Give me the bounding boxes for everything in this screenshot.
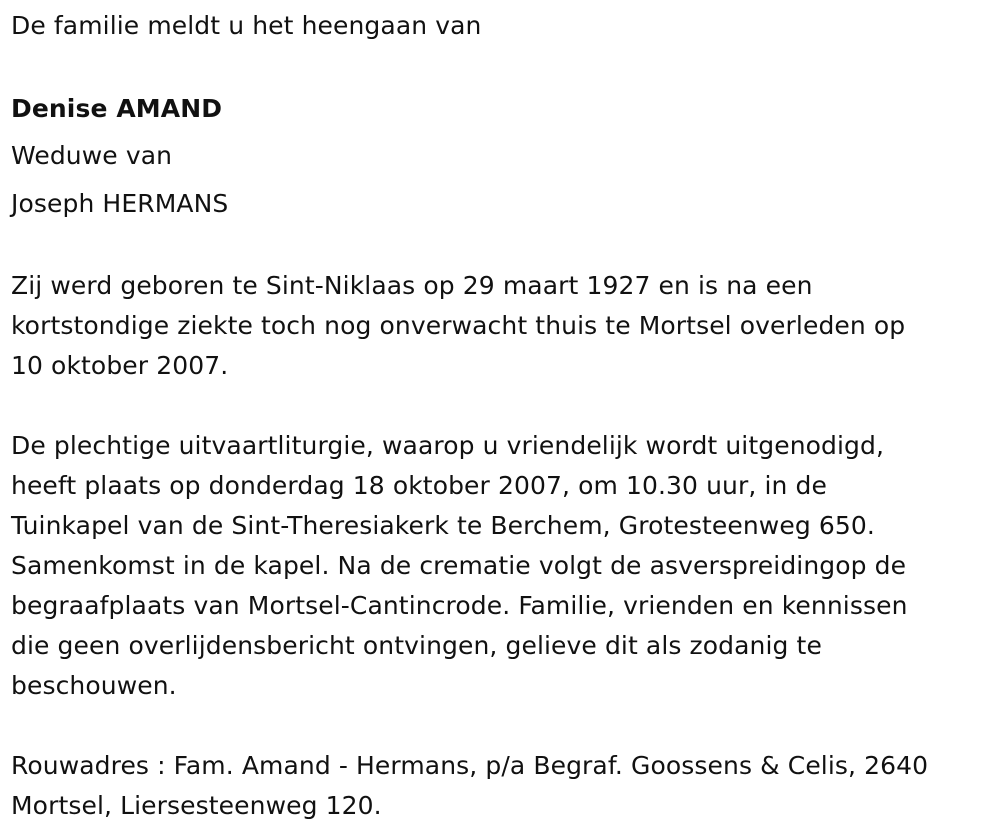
spacer <box>11 706 1000 746</box>
spouse-name: Joseph HERMANS <box>11 189 229 218</box>
paragraph-line: Samenkomst in de kapel. Na de crematie volgt de asverspreidingop de <box>11 551 907 580</box>
paragraph-line: kortstondige ziekte toch nog onverwacht thuis te Mortsel overleden op <box>11 311 906 340</box>
intro-text: De familie meldt u het heengaan van <box>11 11 482 40</box>
spacer <box>11 386 1000 426</box>
paragraph-line: beschouwen. <box>11 671 177 700</box>
paragraph-line: Rouwadres : Fam. Amand - Hermans, p/a Begraf. Goossens & Celis, 2640 <box>11 751 929 780</box>
funeral-paragraph <box>11 426 1000 706</box>
paragraph-line: Tuinkapel van de Sint-Theresiakerk te Berchem, Grotesteenweg 650. <box>11 511 875 540</box>
spacer <box>11 228 1000 266</box>
birth-death-paragraph <box>11 266 1000 386</box>
mourning-address-paragraph <box>11 746 1000 826</box>
widow-of-label: Weduwe van <box>11 141 173 170</box>
paragraph-line: die geen overlijdensbericht ontvingen, gelieve dit als zodanig te <box>11 631 822 660</box>
paragraph-line: 10 oktober 2007. <box>11 351 229 380</box>
deceased-name: Denise AMAND <box>11 94 223 123</box>
paragraph-line: begraafplaats van Mortsel-Cantincrode. Familie, vrienden en kennissen <box>11 591 908 620</box>
paragraph-line: De plechtige uitvaartliturgie, waarop u vriendelijk wordt uitgenodigd, <box>11 431 885 460</box>
paragraph-line: heeft plaats op donderdag 18 oktober 2007, om 10.30 uur, in de <box>11 471 827 500</box>
paragraph-line: Zij werd geboren te Sint-Niklaas op 29 maart 1927 en is na een <box>11 271 813 300</box>
paragraph-line: Mortsel, Liersesteenweg 120. <box>11 791 382 820</box>
